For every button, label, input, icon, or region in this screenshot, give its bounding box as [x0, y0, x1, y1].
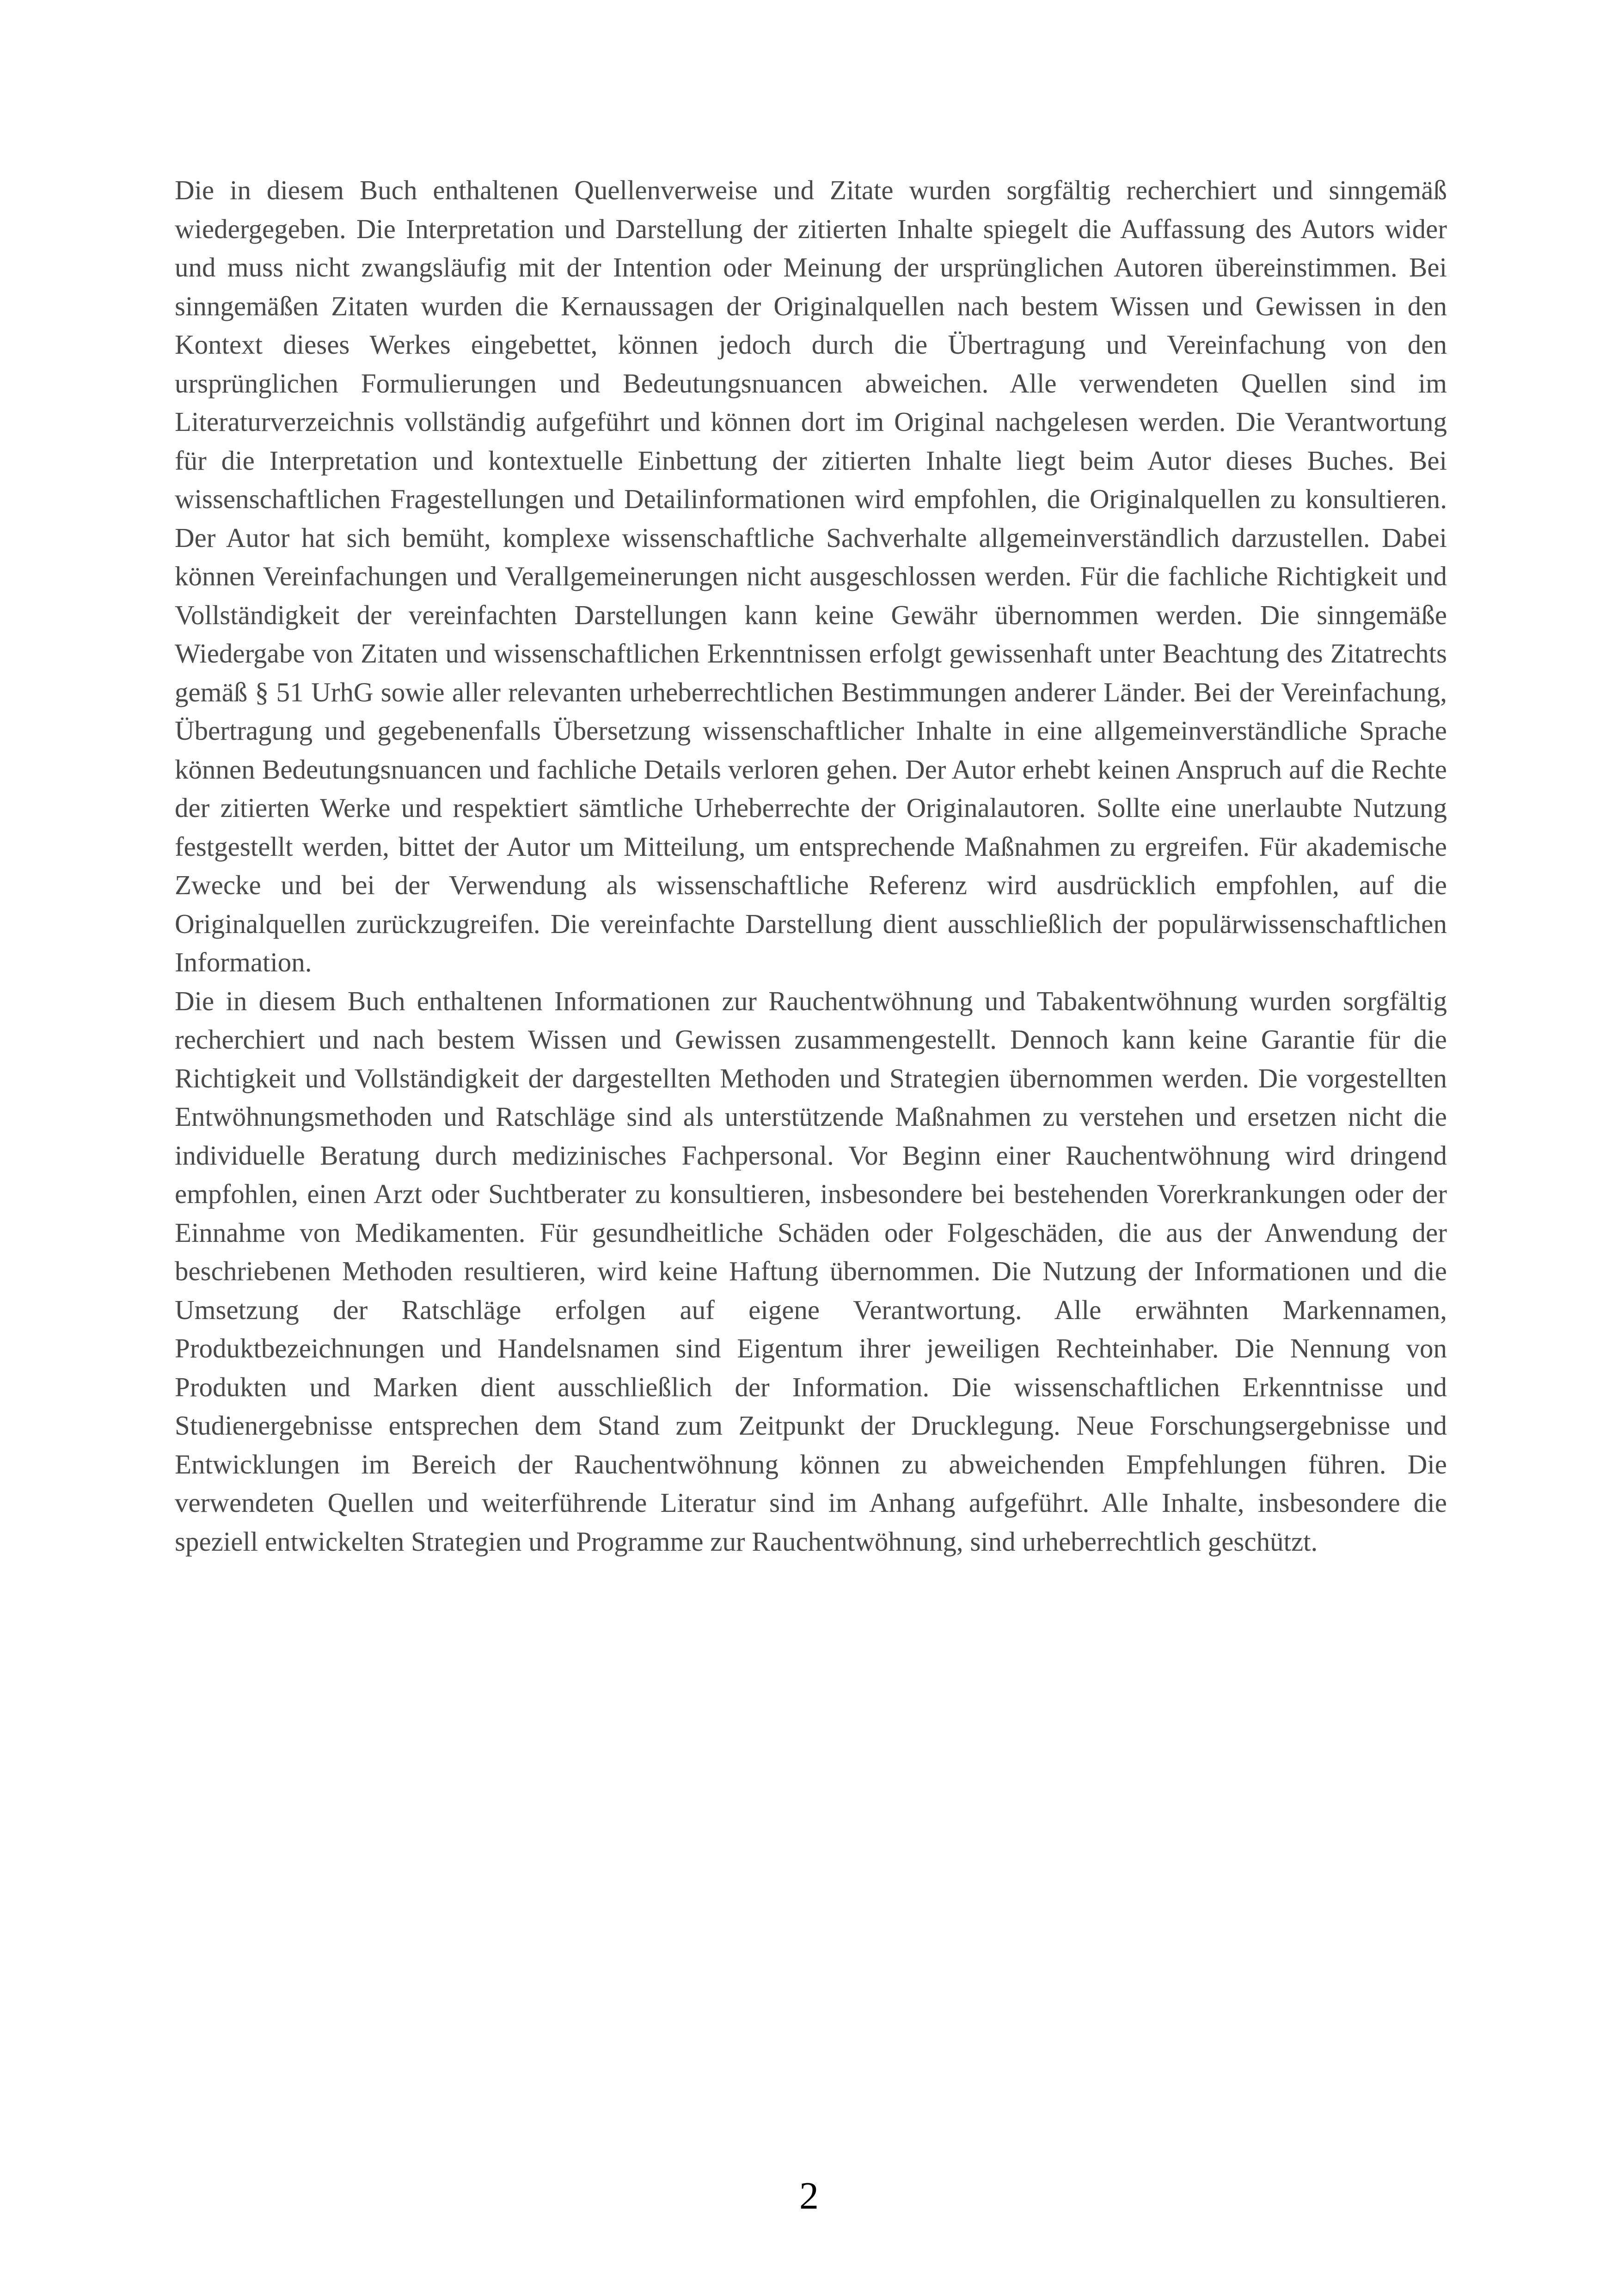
page-number: 2 — [799, 2174, 819, 2217]
disclaimer-paragraph-smoking-cessation: Die in diesem Buch enthaltenen Informationen zur Rauchentwöhnung und Tabakentwöhnung wurden sorgfältig recherchiert und nach bestem Wissen und Gewissen zusammengestellt. Dennoch kann keine Garantie für die Richtigkeit und Vollständigkeit der dargestellten Methoden und Strategien übernommen werden. Die vorgestellten Entwöhnungsmethoden und Ratschläge sind als unterstützende Maßnahmen zu verstehen und ersetzen nicht die individuelle Beratung durch medizinisches Fachpersonal. Vor Beginn einer Rauchentwöhnung wird dringend empfohlen, einen Arzt oder Suchtberater zu konsultieren, insbesondere bei bestehenden Vorerkrankungen oder der Einnahme von Medikamenten. Für gesundheitliche Schäden oder Folgeschäden, die aus der Anwendung der beschriebenen Methoden resultieren, wird keine Haftung übernommen. Die Nutzung der Informationen und die Umsetzung der Ratschläge erfolgen auf eigene Verantwortung. Alle erwähnten Markennamen, Produktbezeichnungen und Handelsnamen sind Eigentum ihrer jeweiligen Rechteinhaber. Die Nennung von Produkten und Marken dient ausschließlich der Information. Die wissenschaftlichen Erkenntnisse und Studienergebnisse entsprechen dem Stand zum Zeitpunkt der Drucklegung. Neue Forschungsergebnisse und Entwicklungen im Bereich der Rauchentwöhnung können zu abweichenden Empfehlungen führen. Die verwendeten Quellen und weiterführende Literatur sind im Anhang aufgeführt. Alle Inhalte, insbesondere die speziell entwickelten Strategien und Programme zur Rauchentwöhnung, sind urheberrechtlich geschützt. — [175, 985, 1447, 1557]
disclaimer-paragraph-citations: Die in diesem Buch enthaltenen Quellenverweise und Zitate wurden sorgfältig recherchiert und sinngemäß wiedergegeben. Die Interpretation und Darstellung der zitierten Inhalte spiegelt die Auffassung des Autors wider und muss nicht zwangsläufig mit der Intention oder Meinung der ursprünglichen Autoren übereinstimmen. Bei sinngemäßen Zitaten wurden die Kernaussagen der Originalquellen nach bestem Wissen und Gewissen in den Kontext dieses Werkes eingebettet, können jedoch durch die Übertragung und Vereinfachung von den ursprünglichen Formulierungen und Bedeutungsnuancen abweichen. Alle verwendeten Quellen sind im Literaturverzeichnis vollständig aufgeführt und können dort im Original nachgelesen werden. Die Verantwortung für die Interpretation und kontextuelle Einbettung der zitierten Inhalte liegt beim Autor dieses Buches. Bei wissenschaftlichen Fragestellungen und Detailinformationen wird empfohlen, die Originalquellen zu konsultieren. Der Autor hat sich bemüht, komplexe wissenschaftliche Sachverhalte allgemeinverständlich darzustellen. Dabei können Vereinfachungen und Verallgemeinerungen nicht ausgeschlossen werden. Für die fachliche Richtigkeit und Vollständigkeit der vereinfachten Darstellungen kann keine Gewähr übernommen werden. Die sinngemäße Wiedergabe von Zitaten und wissenschaftlichen Erkenntnissen erfolgt gewissenhaft unter Beachtung des Zitatrechts gemäß § 51 UrhG sowie aller relevanten urheberrechtlichen Bestimmungen anderer Länder. Bei der Vereinfachung, Übertragung und gegebenenfalls Übersetzung wissenschaftlicher Inhalte in eine allgemeinverständliche Sprache können Bedeutungsnuancen und fachliche Details verloren gehen. Der Autor erhebt keinen Anspruch auf die Rechte der zitierten Werke und respektiert sämtliche Urheberrechte der Originalautoren. Sollte eine unerlaubte Nutzung festgestellt werden, bittet der Autor um Mitteilung, um entsprechende Maßnahmen zu ergreifen. Für akademische Zwecke und bei der Verwendung als wissenschaftliche Referenz wird ausdrücklich empfohlen, auf die Originalquellen zurückzugreifen. Die vereinfachte Darstellung dient ausschließlich der populärwissenschaftlichen Information. — [175, 175, 1447, 977]
body-text — [175, 171, 1447, 1561]
